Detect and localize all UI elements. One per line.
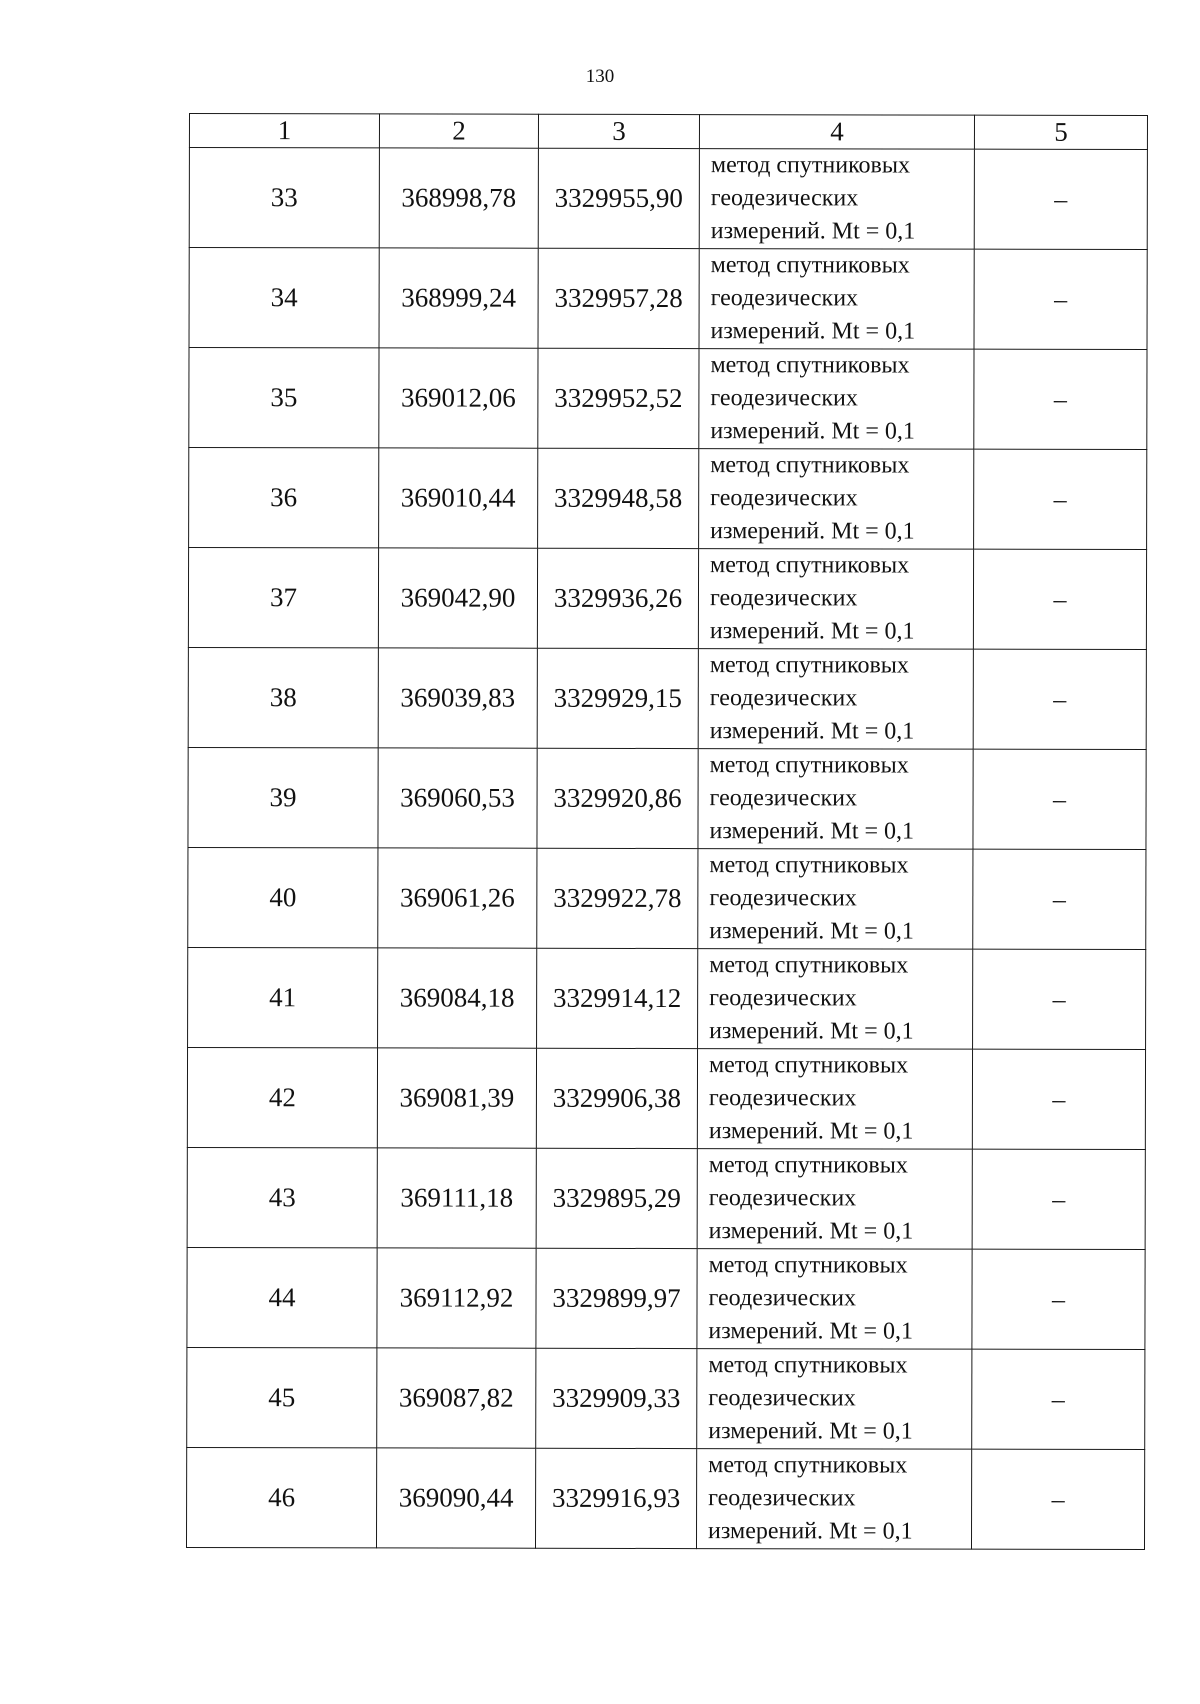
y-coordinate-cell: 3329906,38 [536, 1048, 697, 1148]
table-row [187, 1247, 1145, 1349]
page-number: 130 [585, 66, 615, 87]
method-cell [697, 1149, 972, 1250]
note-cell: – [974, 149, 1147, 249]
y-coordinate-cell: 3329895,29 [536, 1148, 697, 1248]
x-coordinate-cell: 369042,90 [378, 548, 537, 648]
method-line: метод спутниковых [710, 452, 910, 479]
method-line: геодезических [709, 985, 857, 1012]
x-coordinate-cell: 368999,24 [379, 248, 538, 348]
point-number-cell: 35 [189, 348, 379, 448]
table-row [187, 1047, 1145, 1149]
method-cell [698, 849, 973, 950]
method-line: геодезических [709, 785, 858, 812]
y-coordinate-cell: 3329929,15 [537, 648, 698, 748]
method-line: геодезических [708, 1385, 856, 1412]
method-cell [697, 1349, 972, 1450]
method-cell [699, 249, 974, 350]
note-cell: – [972, 1049, 1145, 1149]
method-cell [698, 749, 973, 850]
header-col-5: 5 [974, 115, 1147, 149]
method-line: измерений. Mt = 0,1 [710, 218, 916, 245]
method-line: метод спутниковых [708, 1252, 908, 1279]
method-line: геодезических [708, 1085, 857, 1112]
table-row [188, 747, 1146, 849]
point-number-cell: 38 [188, 647, 378, 747]
x-coordinate-cell: 369111,18 [377, 1148, 536, 1248]
note-cell: – [974, 449, 1147, 549]
header-col-3: 3 [538, 114, 699, 148]
y-coordinate-cell: 3329955,90 [538, 148, 699, 248]
method-line: измерений. Mt = 0,1 [710, 318, 916, 345]
x-coordinate-cell: 369010,44 [379, 448, 538, 548]
method-line: геодезических [710, 185, 859, 212]
y-coordinate-cell: 3329952,52 [538, 348, 699, 448]
method-cell [697, 1049, 972, 1150]
method-line: измерений. Mt = 0,1 [708, 1518, 913, 1545]
method-line: метод спутниковых [709, 852, 909, 879]
table-row [188, 548, 1146, 650]
method-cell [698, 949, 973, 1050]
method-line: метод спутниковых [708, 1352, 908, 1379]
table-row [189, 448, 1147, 550]
header-col-2: 2 [379, 114, 538, 148]
method-line: измерений. Mt = 0,1 [709, 718, 915, 745]
method-line: геодезических [709, 585, 858, 612]
header-row [189, 114, 1147, 150]
method-line: измерений. Mt = 0,1 [708, 1218, 914, 1245]
y-coordinate-cell: 3329899,97 [536, 1248, 697, 1348]
method-line: геодезических [709, 885, 857, 912]
y-coordinate-cell: 3329936,26 [537, 548, 698, 648]
method-line: метод спутниковых [710, 352, 910, 379]
header-col-4: 4 [699, 115, 974, 150]
x-coordinate-cell: 369087,82 [377, 1348, 536, 1448]
note-cell: – [972, 1249, 1145, 1349]
method-line: геодезических [708, 1185, 857, 1212]
table-row [189, 348, 1147, 450]
table-row [188, 647, 1146, 749]
table-body [186, 148, 1147, 1550]
method-line: измерений. Mt = 0,1 [709, 818, 915, 845]
table-row [189, 248, 1147, 350]
method-line: метод спутниковых [709, 952, 909, 979]
method-line: метод спутниковых [708, 1152, 908, 1179]
method-line: метод спутниковых [710, 552, 910, 579]
method-line: измерений. Mt = 0,1 [709, 618, 915, 645]
table-row [187, 1147, 1145, 1249]
method-line: метод спутниковых [708, 1452, 908, 1479]
method-cell [698, 649, 973, 750]
x-coordinate-cell: 369061,26 [378, 848, 537, 948]
y-coordinate-cell: 3329920,86 [537, 748, 698, 848]
table-row [188, 947, 1146, 1049]
y-coordinate-cell: 3329957,28 [538, 248, 699, 348]
method-cell [697, 1249, 972, 1350]
point-number-cell: 43 [187, 1147, 377, 1247]
coordinates-table [186, 113, 1148, 1550]
point-number-cell: 40 [188, 847, 378, 947]
y-coordinate-cell: 3329914,12 [537, 948, 698, 1048]
note-cell: – [973, 749, 1146, 849]
method-line: метод спутниковых [709, 652, 909, 679]
table-row [188, 847, 1146, 949]
x-coordinate-cell: 369081,39 [377, 1048, 536, 1148]
point-number-cell: 44 [187, 1247, 377, 1347]
note-cell: – [972, 1149, 1145, 1249]
header-col-1: 1 [189, 114, 379, 148]
point-number-cell: 42 [187, 1047, 377, 1147]
method-line: измерений. Mt = 0,1 [710, 418, 915, 445]
method-line: метод спутниковых [709, 752, 909, 779]
y-coordinate-cell: 3329916,93 [535, 1448, 696, 1548]
point-number-cell: 36 [189, 448, 379, 548]
x-coordinate-cell: 369090,44 [376, 1448, 535, 1548]
method-line: измерений. Mt = 0,1 [708, 1318, 914, 1345]
note-cell: – [974, 249, 1147, 349]
point-number-cell: 46 [186, 1447, 376, 1547]
y-coordinate-cell: 3329922,78 [537, 848, 698, 948]
method-line: метод спутниковых [708, 1052, 909, 1079]
method-cell [698, 549, 973, 650]
method-line: геодезических [708, 1285, 856, 1312]
note-cell: – [974, 349, 1147, 449]
x-coordinate-cell: 369012,06 [379, 348, 538, 448]
method-line: измерений. Mt = 0,1 [709, 918, 914, 945]
point-number-cell: 45 [187, 1347, 377, 1447]
method-line: метод спутниковых [710, 252, 910, 279]
method-line: геодезических [710, 285, 859, 312]
method-line: метод спутниковых [710, 152, 911, 179]
method-cell [699, 149, 974, 250]
method-cell [696, 1449, 971, 1550]
x-coordinate-cell: 369112,92 [377, 1248, 536, 1348]
point-number-cell: 39 [188, 747, 378, 847]
method-cell [699, 349, 974, 450]
point-number-cell: 33 [189, 148, 379, 248]
method-line: геодезических [710, 385, 858, 412]
point-number-cell: 37 [188, 548, 378, 648]
x-coordinate-cell: 368998,78 [379, 148, 538, 248]
y-coordinate-cell: 3329948,58 [538, 448, 699, 548]
method-line: измерений. Mt = 0,1 [708, 1418, 913, 1445]
method-line: измерений. Mt = 0,1 [709, 1018, 914, 1045]
note-cell: – [971, 1449, 1144, 1549]
table-row [186, 1447, 1144, 1549]
method-line: измерений. Mt = 0,1 [708, 1118, 914, 1145]
method-line: геодезических [708, 1485, 856, 1512]
x-coordinate-cell: 369084,18 [378, 948, 537, 1048]
note-cell: – [973, 949, 1146, 1049]
table-row [189, 148, 1147, 250]
method-line: измерений. Mt = 0,1 [710, 518, 915, 545]
x-coordinate-cell: 369039,83 [378, 648, 537, 748]
point-number-cell: 34 [189, 248, 379, 348]
note-cell: – [973, 549, 1146, 649]
y-coordinate-cell: 3329909,33 [536, 1348, 697, 1448]
note-cell: – [973, 649, 1146, 749]
note-cell: – [972, 1349, 1145, 1449]
point-number-cell: 41 [188, 947, 378, 1047]
table-row [187, 1347, 1145, 1449]
table-header [189, 114, 1147, 150]
x-coordinate-cell: 369060,53 [378, 748, 537, 848]
method-line: геодезических [709, 685, 858, 712]
method-cell [699, 449, 974, 550]
note-cell: – [973, 849, 1146, 949]
method-line: геодезических [710, 485, 858, 512]
